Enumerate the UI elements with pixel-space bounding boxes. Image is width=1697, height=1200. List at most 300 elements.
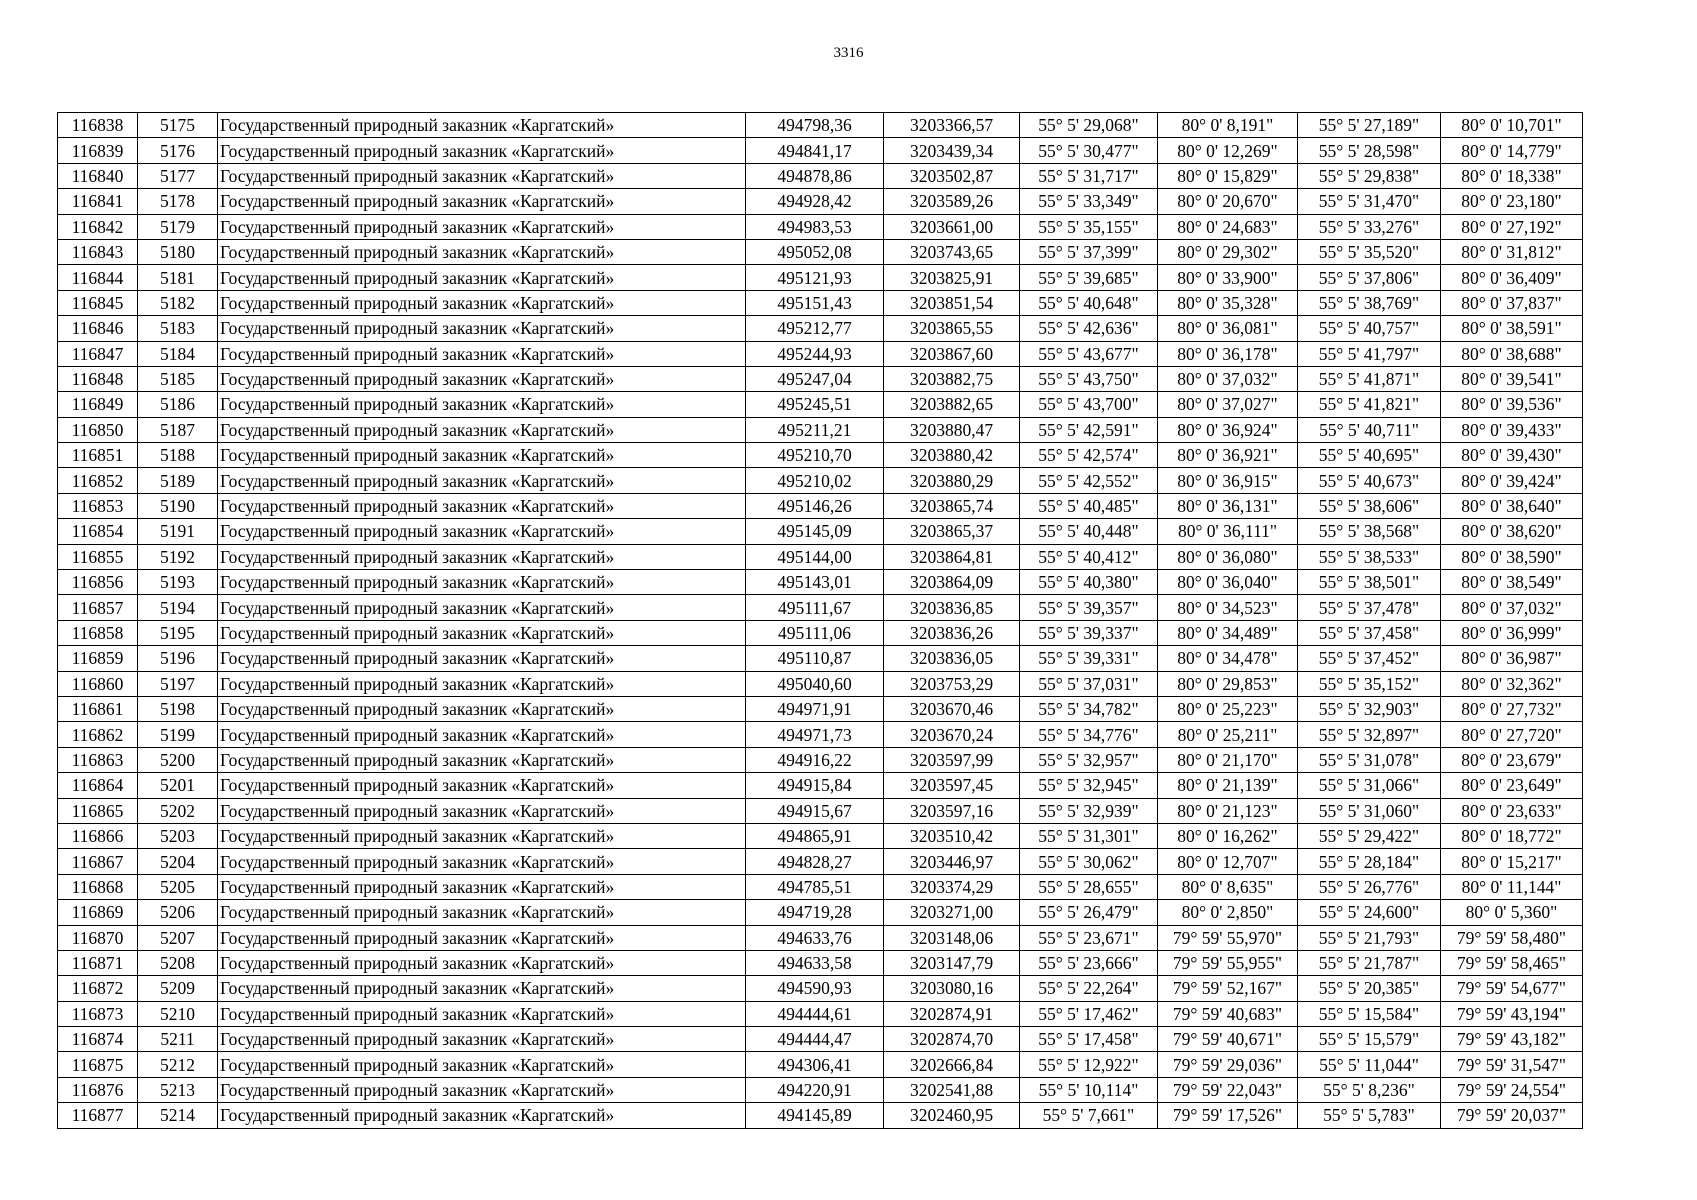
point-number-cell: 5176	[138, 138, 218, 163]
longitude-1-cell: 80° 0' 36,921"	[1158, 443, 1298, 468]
longitude-1-cell: 80° 0' 20,670"	[1158, 189, 1298, 214]
x-coordinate-cell: 494444,47	[746, 1027, 884, 1052]
row-id-cell: 116838	[58, 113, 138, 138]
latitude-1-cell: 55° 5' 22,264"	[1020, 976, 1158, 1001]
point-number-cell: 5197	[138, 671, 218, 696]
longitude-2-cell: 80° 0' 31,812"	[1441, 239, 1583, 264]
latitude-2-cell: 55° 5' 32,897"	[1298, 722, 1441, 747]
table-row	[58, 290, 1583, 315]
latitude-1-cell: 55° 5' 42,591"	[1020, 417, 1158, 442]
area-name-cell: Государственный природный заказник «Каргатский»	[218, 950, 746, 975]
row-id-cell: 116865	[58, 798, 138, 823]
x-coordinate-cell: 495211,21	[746, 417, 884, 442]
row-id-cell: 116846	[58, 316, 138, 341]
table-row	[58, 113, 1583, 138]
table-row	[58, 696, 1583, 721]
point-number-cell: 5188	[138, 443, 218, 468]
row-id-cell: 116876	[58, 1077, 138, 1102]
longitude-2-cell: 80° 0' 38,591"	[1441, 316, 1583, 341]
x-coordinate-cell: 495244,93	[746, 341, 884, 366]
row-id-cell: 116874	[58, 1027, 138, 1052]
x-coordinate-cell: 494915,84	[746, 773, 884, 798]
point-number-cell: 5185	[138, 366, 218, 391]
y-coordinate-cell: 3203836,85	[884, 595, 1020, 620]
longitude-1-cell: 79° 59' 52,167"	[1158, 976, 1298, 1001]
point-number-cell: 5191	[138, 519, 218, 544]
latitude-2-cell: 55° 5' 29,422"	[1298, 823, 1441, 848]
x-coordinate-cell: 494928,42	[746, 189, 884, 214]
table-row	[58, 798, 1583, 823]
y-coordinate-cell: 3203147,79	[884, 950, 1020, 975]
latitude-2-cell: 55° 5' 27,189"	[1298, 113, 1441, 138]
x-coordinate-cell: 495245,51	[746, 392, 884, 417]
area-name-cell: Государственный природный заказник «Каргатский»	[218, 366, 746, 391]
x-coordinate-cell: 494878,86	[746, 163, 884, 188]
latitude-1-cell: 55° 5' 30,477"	[1020, 138, 1158, 163]
y-coordinate-cell: 3203836,05	[884, 646, 1020, 671]
table-row	[58, 341, 1583, 366]
longitude-2-cell: 80° 0' 10,701"	[1441, 113, 1583, 138]
area-name-cell: Государственный природный заказник «Каргатский»	[218, 290, 746, 315]
point-number-cell: 5200	[138, 747, 218, 772]
longitude-2-cell: 80° 0' 15,217"	[1441, 849, 1583, 874]
longitude-1-cell: 80° 0' 12,707"	[1158, 849, 1298, 874]
row-id-cell: 116859	[58, 646, 138, 671]
latitude-1-cell: 55° 5' 39,331"	[1020, 646, 1158, 671]
area-name-cell: Государственный природный заказник «Каргатский»	[218, 849, 746, 874]
longitude-2-cell: 80° 0' 23,649"	[1441, 773, 1583, 798]
area-name-cell: Государственный природный заказник «Каргатский»	[218, 493, 746, 518]
x-coordinate-cell: 495146,26	[746, 493, 884, 518]
longitude-2-cell: 80° 0' 39,424"	[1441, 468, 1583, 493]
point-number-cell: 5189	[138, 468, 218, 493]
table-row	[58, 570, 1583, 595]
row-id-cell: 116853	[58, 493, 138, 518]
table-row	[58, 925, 1583, 950]
latitude-2-cell: 55° 5' 8,236"	[1298, 1077, 1441, 1102]
point-number-cell: 5180	[138, 239, 218, 264]
table-row	[58, 1052, 1583, 1077]
longitude-2-cell: 79° 59' 43,194"	[1441, 1001, 1583, 1026]
table-row	[58, 392, 1583, 417]
table-row	[58, 493, 1583, 518]
x-coordinate-cell: 494916,22	[746, 747, 884, 772]
longitude-2-cell: 80° 0' 11,144"	[1441, 874, 1583, 899]
area-name-cell: Государственный природный заказник «Каргатский»	[218, 519, 746, 544]
row-id-cell: 116873	[58, 1001, 138, 1026]
table-row	[58, 1103, 1583, 1128]
y-coordinate-cell: 3203882,65	[884, 392, 1020, 417]
y-coordinate-cell: 3203867,60	[884, 341, 1020, 366]
latitude-1-cell: 55° 5' 43,700"	[1020, 392, 1158, 417]
longitude-2-cell: 80° 0' 39,430"	[1441, 443, 1583, 468]
latitude-2-cell: 55° 5' 40,711"	[1298, 417, 1441, 442]
area-name-cell: Государственный природный заказник «Каргатский»	[218, 392, 746, 417]
latitude-2-cell: 55° 5' 38,769"	[1298, 290, 1441, 315]
longitude-1-cell: 80° 0' 12,269"	[1158, 138, 1298, 163]
longitude-1-cell: 80° 0' 36,111"	[1158, 519, 1298, 544]
latitude-2-cell: 55° 5' 21,793"	[1298, 925, 1441, 950]
x-coordinate-cell: 495210,02	[746, 468, 884, 493]
y-coordinate-cell: 3203880,42	[884, 443, 1020, 468]
point-number-cell: 5207	[138, 925, 218, 950]
longitude-1-cell: 80° 0' 36,080"	[1158, 544, 1298, 569]
area-name-cell: Государственный природный заказник «Каргатский»	[218, 316, 746, 341]
latitude-2-cell: 55° 5' 31,066"	[1298, 773, 1441, 798]
longitude-1-cell: 80° 0' 34,523"	[1158, 595, 1298, 620]
latitude-2-cell: 55° 5' 37,458"	[1298, 620, 1441, 645]
x-coordinate-cell: 494633,76	[746, 925, 884, 950]
area-name-cell: Государственный природный заказник «Каргатский»	[218, 925, 746, 950]
area-name-cell: Государственный природный заказник «Каргатский»	[218, 1103, 746, 1128]
longitude-2-cell: 80° 0' 36,999"	[1441, 620, 1583, 645]
longitude-1-cell: 80° 0' 34,489"	[1158, 620, 1298, 645]
point-number-cell: 5201	[138, 773, 218, 798]
longitude-1-cell: 80° 0' 36,915"	[1158, 468, 1298, 493]
row-id-cell: 116861	[58, 696, 138, 721]
area-name-cell: Государственный природный заказник «Каргатский»	[218, 468, 746, 493]
longitude-2-cell: 80° 0' 37,837"	[1441, 290, 1583, 315]
y-coordinate-cell: 3203880,47	[884, 417, 1020, 442]
table-row	[58, 239, 1583, 264]
row-id-cell: 116856	[58, 570, 138, 595]
x-coordinate-cell: 495151,43	[746, 290, 884, 315]
latitude-1-cell: 55° 5' 42,574"	[1020, 443, 1158, 468]
latitude-1-cell: 55° 5' 39,357"	[1020, 595, 1158, 620]
area-name-cell: Государственный природный заказник «Каргатский»	[218, 341, 746, 366]
latitude-1-cell: 55° 5' 43,677"	[1020, 341, 1158, 366]
row-id-cell: 116862	[58, 722, 138, 747]
area-name-cell: Государственный природный заказник «Каргатский»	[218, 544, 746, 569]
table-row	[58, 976, 1583, 1001]
latitude-2-cell: 55° 5' 41,797"	[1298, 341, 1441, 366]
longitude-2-cell: 80° 0' 27,732"	[1441, 696, 1583, 721]
row-id-cell: 116875	[58, 1052, 138, 1077]
point-number-cell: 5212	[138, 1052, 218, 1077]
latitude-2-cell: 55° 5' 38,568"	[1298, 519, 1441, 544]
y-coordinate-cell: 3203880,29	[884, 468, 1020, 493]
table-body	[58, 113, 1583, 1129]
point-number-cell: 5195	[138, 620, 218, 645]
latitude-1-cell: 55° 5' 33,349"	[1020, 189, 1158, 214]
longitude-2-cell: 79° 59' 24,554"	[1441, 1077, 1583, 1102]
x-coordinate-cell: 494915,67	[746, 798, 884, 823]
longitude-2-cell: 80° 0' 38,549"	[1441, 570, 1583, 595]
point-number-cell: 5196	[138, 646, 218, 671]
longitude-2-cell: 80° 0' 37,032"	[1441, 595, 1583, 620]
x-coordinate-cell: 494841,17	[746, 138, 884, 163]
latitude-1-cell: 55° 5' 42,552"	[1020, 468, 1158, 493]
table-row	[58, 468, 1583, 493]
table-row	[58, 443, 1583, 468]
latitude-1-cell: 55° 5' 26,479"	[1020, 900, 1158, 925]
longitude-1-cell: 79° 59' 40,671"	[1158, 1027, 1298, 1052]
table-row	[58, 544, 1583, 569]
longitude-1-cell: 79° 59' 17,526"	[1158, 1103, 1298, 1128]
point-number-cell: 5190	[138, 493, 218, 518]
y-coordinate-cell: 3203753,29	[884, 671, 1020, 696]
y-coordinate-cell: 3202874,91	[884, 1001, 1020, 1026]
longitude-1-cell: 79° 59' 29,036"	[1158, 1052, 1298, 1077]
latitude-1-cell: 55° 5' 10,114"	[1020, 1077, 1158, 1102]
row-id-cell: 116852	[58, 468, 138, 493]
y-coordinate-cell: 3203864,81	[884, 544, 1020, 569]
point-number-cell: 5203	[138, 823, 218, 848]
x-coordinate-cell: 495210,70	[746, 443, 884, 468]
latitude-2-cell: 55° 5' 32,903"	[1298, 696, 1441, 721]
longitude-1-cell: 80° 0' 21,123"	[1158, 798, 1298, 823]
y-coordinate-cell: 3203865,55	[884, 316, 1020, 341]
latitude-2-cell: 55° 5' 15,579"	[1298, 1027, 1441, 1052]
area-name-cell: Государственный природный заказник «Каргатский»	[218, 239, 746, 264]
longitude-1-cell: 79° 59' 22,043"	[1158, 1077, 1298, 1102]
longitude-1-cell: 80° 0' 2,850"	[1158, 900, 1298, 925]
latitude-1-cell: 55° 5' 40,380"	[1020, 570, 1158, 595]
point-number-cell: 5199	[138, 722, 218, 747]
y-coordinate-cell: 3203502,87	[884, 163, 1020, 188]
table-row	[58, 316, 1583, 341]
x-coordinate-cell: 494983,53	[746, 214, 884, 239]
row-id-cell: 116847	[58, 341, 138, 366]
table-row	[58, 214, 1583, 239]
page-number: 3316	[833, 45, 864, 61]
latitude-2-cell: 55° 5' 29,838"	[1298, 163, 1441, 188]
area-name-cell: Государственный природный заказник «Каргатский»	[218, 773, 746, 798]
x-coordinate-cell: 494971,91	[746, 696, 884, 721]
table-row	[58, 1077, 1583, 1102]
latitude-2-cell: 55° 5' 31,470"	[1298, 189, 1441, 214]
latitude-2-cell: 55° 5' 11,044"	[1298, 1052, 1441, 1077]
point-number-cell: 5204	[138, 849, 218, 874]
y-coordinate-cell: 3203882,75	[884, 366, 1020, 391]
latitude-2-cell: 55° 5' 28,598"	[1298, 138, 1441, 163]
area-name-cell: Государственный природный заказник «Каргатский»	[218, 570, 746, 595]
latitude-1-cell: 55° 5' 31,717"	[1020, 163, 1158, 188]
y-coordinate-cell: 3203597,99	[884, 747, 1020, 772]
longitude-1-cell: 80° 0' 36,131"	[1158, 493, 1298, 518]
area-name-cell: Государственный природный заказник «Каргатский»	[218, 722, 746, 747]
x-coordinate-cell: 494865,91	[746, 823, 884, 848]
x-coordinate-cell: 495212,77	[746, 316, 884, 341]
row-id-cell: 116851	[58, 443, 138, 468]
latitude-1-cell: 55° 5' 29,068"	[1020, 113, 1158, 138]
longitude-1-cell: 80° 0' 37,027"	[1158, 392, 1298, 417]
point-number-cell: 5192	[138, 544, 218, 569]
x-coordinate-cell: 494306,41	[746, 1052, 884, 1077]
latitude-1-cell: 55° 5' 28,655"	[1020, 874, 1158, 899]
x-coordinate-cell: 494633,58	[746, 950, 884, 975]
x-coordinate-cell: 494590,93	[746, 976, 884, 1001]
row-id-cell: 116848	[58, 366, 138, 391]
area-name-cell: Государственный природный заказник «Каргатский»	[218, 1001, 746, 1026]
y-coordinate-cell: 3203080,16	[884, 976, 1020, 1001]
point-number-cell: 5179	[138, 214, 218, 239]
latitude-2-cell: 55° 5' 28,184"	[1298, 849, 1441, 874]
latitude-1-cell: 55° 5' 7,661"	[1020, 1103, 1158, 1128]
latitude-2-cell: 55° 5' 37,806"	[1298, 265, 1441, 290]
latitude-1-cell: 55° 5' 34,782"	[1020, 696, 1158, 721]
longitude-1-cell: 80° 0' 8,191"	[1158, 113, 1298, 138]
y-coordinate-cell: 3203597,16	[884, 798, 1020, 823]
table-row	[58, 874, 1583, 899]
longitude-1-cell: 80° 0' 29,853"	[1158, 671, 1298, 696]
row-id-cell: 116855	[58, 544, 138, 569]
y-coordinate-cell: 3203271,00	[884, 900, 1020, 925]
latitude-2-cell: 55° 5' 15,584"	[1298, 1001, 1441, 1026]
x-coordinate-cell: 495040,60	[746, 671, 884, 696]
y-coordinate-cell: 3203597,45	[884, 773, 1020, 798]
y-coordinate-cell: 3203670,24	[884, 722, 1020, 747]
x-coordinate-cell: 495247,04	[746, 366, 884, 391]
area-name-cell: Государственный природный заказник «Каргатский»	[218, 1052, 746, 1077]
longitude-1-cell: 80° 0' 24,683"	[1158, 214, 1298, 239]
x-coordinate-cell: 494444,61	[746, 1001, 884, 1026]
latitude-1-cell: 55° 5' 32,957"	[1020, 747, 1158, 772]
longitude-1-cell: 80° 0' 25,211"	[1158, 722, 1298, 747]
longitude-1-cell: 80° 0' 36,924"	[1158, 417, 1298, 442]
point-number-cell: 5194	[138, 595, 218, 620]
longitude-2-cell: 80° 0' 38,620"	[1441, 519, 1583, 544]
table-row	[58, 163, 1583, 188]
y-coordinate-cell: 3203836,26	[884, 620, 1020, 645]
latitude-2-cell: 55° 5' 21,787"	[1298, 950, 1441, 975]
longitude-1-cell: 80° 0' 36,178"	[1158, 341, 1298, 366]
area-name-cell: Государственный природный заказник «Каргатский»	[218, 874, 746, 899]
table-row	[58, 620, 1583, 645]
latitude-1-cell: 55° 5' 32,945"	[1020, 773, 1158, 798]
table-row	[58, 189, 1583, 214]
point-number-cell: 5208	[138, 950, 218, 975]
longitude-2-cell: 80° 0' 23,679"	[1441, 747, 1583, 772]
latitude-2-cell: 55° 5' 37,452"	[1298, 646, 1441, 671]
longitude-1-cell: 80° 0' 37,032"	[1158, 366, 1298, 391]
latitude-1-cell: 55° 5' 31,301"	[1020, 823, 1158, 848]
row-id-cell: 116867	[58, 849, 138, 874]
latitude-2-cell: 55° 5' 20,385"	[1298, 976, 1441, 1001]
latitude-2-cell: 55° 5' 40,757"	[1298, 316, 1441, 341]
y-coordinate-cell: 3203864,09	[884, 570, 1020, 595]
longitude-2-cell: 80° 0' 39,433"	[1441, 417, 1583, 442]
table-row	[58, 366, 1583, 391]
latitude-1-cell: 55° 5' 34,776"	[1020, 722, 1158, 747]
longitude-1-cell: 80° 0' 36,040"	[1158, 570, 1298, 595]
x-coordinate-cell: 494719,28	[746, 900, 884, 925]
y-coordinate-cell: 3202460,95	[884, 1103, 1020, 1128]
area-name-cell: Государственный природный заказник «Каргатский»	[218, 620, 746, 645]
row-id-cell: 116877	[58, 1103, 138, 1128]
longitude-2-cell: 80° 0' 5,360"	[1441, 900, 1583, 925]
area-name-cell: Государственный природный заказник «Каргатский»	[218, 138, 746, 163]
row-id-cell: 116839	[58, 138, 138, 163]
longitude-2-cell: 80° 0' 38,640"	[1441, 493, 1583, 518]
row-id-cell: 116841	[58, 189, 138, 214]
point-number-cell: 5206	[138, 900, 218, 925]
longitude-1-cell: 79° 59' 55,955"	[1158, 950, 1298, 975]
table-row	[58, 773, 1583, 798]
point-number-cell: 5186	[138, 392, 218, 417]
longitude-2-cell: 80° 0' 18,772"	[1441, 823, 1583, 848]
point-number-cell: 5183	[138, 316, 218, 341]
latitude-1-cell: 55° 5' 42,636"	[1020, 316, 1158, 341]
point-number-cell: 5175	[138, 113, 218, 138]
point-number-cell: 5193	[138, 570, 218, 595]
longitude-2-cell: 80° 0' 36,987"	[1441, 646, 1583, 671]
y-coordinate-cell: 3202874,70	[884, 1027, 1020, 1052]
area-name-cell: Государственный природный заказник «Каргатский»	[218, 696, 746, 721]
row-id-cell: 116864	[58, 773, 138, 798]
latitude-1-cell: 55° 5' 39,337"	[1020, 620, 1158, 645]
point-number-cell: 5198	[138, 696, 218, 721]
x-coordinate-cell: 494785,51	[746, 874, 884, 899]
row-id-cell: 116842	[58, 214, 138, 239]
point-number-cell: 5202	[138, 798, 218, 823]
longitude-1-cell: 80° 0' 25,223"	[1158, 696, 1298, 721]
longitude-1-cell: 79° 59' 55,970"	[1158, 925, 1298, 950]
longitude-1-cell: 80° 0' 8,635"	[1158, 874, 1298, 899]
longitude-1-cell: 80° 0' 29,302"	[1158, 239, 1298, 264]
latitude-2-cell: 55° 5' 38,501"	[1298, 570, 1441, 595]
row-id-cell: 116857	[58, 595, 138, 620]
y-coordinate-cell: 3203374,29	[884, 874, 1020, 899]
table-row	[58, 722, 1583, 747]
row-id-cell: 116871	[58, 950, 138, 975]
latitude-1-cell: 55° 5' 40,448"	[1020, 519, 1158, 544]
latitude-2-cell: 55° 5' 5,783"	[1298, 1103, 1441, 1128]
x-coordinate-cell: 495111,06	[746, 620, 884, 645]
latitude-1-cell: 55° 5' 35,155"	[1020, 214, 1158, 239]
area-name-cell: Государственный природный заказник «Каргатский»	[218, 214, 746, 239]
latitude-1-cell: 55° 5' 39,685"	[1020, 265, 1158, 290]
point-number-cell: 5213	[138, 1077, 218, 1102]
longitude-1-cell: 80° 0' 15,829"	[1158, 163, 1298, 188]
y-coordinate-cell: 3203366,57	[884, 113, 1020, 138]
area-name-cell: Государственный природный заказник «Каргатский»	[218, 798, 746, 823]
point-number-cell: 5182	[138, 290, 218, 315]
longitude-1-cell: 79° 59' 40,683"	[1158, 1001, 1298, 1026]
latitude-2-cell: 55° 5' 24,600"	[1298, 900, 1441, 925]
table-row	[58, 950, 1583, 975]
table-row	[58, 595, 1583, 620]
longitude-2-cell: 80° 0' 39,541"	[1441, 366, 1583, 391]
y-coordinate-cell: 3202666,84	[884, 1052, 1020, 1077]
row-id-cell: 116850	[58, 417, 138, 442]
latitude-2-cell: 55° 5' 38,606"	[1298, 493, 1441, 518]
area-name-cell: Государственный природный заказник «Каргатский»	[218, 1077, 746, 1102]
latitude-2-cell: 55° 5' 35,152"	[1298, 671, 1441, 696]
y-coordinate-cell: 3203148,06	[884, 925, 1020, 950]
area-name-cell: Государственный природный заказник «Каргатский»	[218, 1027, 746, 1052]
latitude-1-cell: 55° 5' 37,031"	[1020, 671, 1158, 696]
row-id-cell: 116849	[58, 392, 138, 417]
point-number-cell: 5205	[138, 874, 218, 899]
table-row	[58, 823, 1583, 848]
table-row	[58, 1001, 1583, 1026]
latitude-1-cell: 55° 5' 40,485"	[1020, 493, 1158, 518]
point-number-cell: 5177	[138, 163, 218, 188]
row-id-cell: 116869	[58, 900, 138, 925]
area-name-cell: Государственный природный заказник «Каргатский»	[218, 747, 746, 772]
row-id-cell: 116845	[58, 290, 138, 315]
area-name-cell: Государственный природный заказник «Каргатский»	[218, 976, 746, 1001]
longitude-2-cell: 80° 0' 14,779"	[1441, 138, 1583, 163]
area-name-cell: Государственный природный заказник «Каргатский»	[218, 595, 746, 620]
longitude-2-cell: 79° 59' 58,480"	[1441, 925, 1583, 950]
longitude-2-cell: 79° 59' 54,677"	[1441, 976, 1583, 1001]
latitude-1-cell: 55° 5' 23,671"	[1020, 925, 1158, 950]
y-coordinate-cell: 3203851,54	[884, 290, 1020, 315]
y-coordinate-cell: 3203670,46	[884, 696, 1020, 721]
point-number-cell: 5211	[138, 1027, 218, 1052]
